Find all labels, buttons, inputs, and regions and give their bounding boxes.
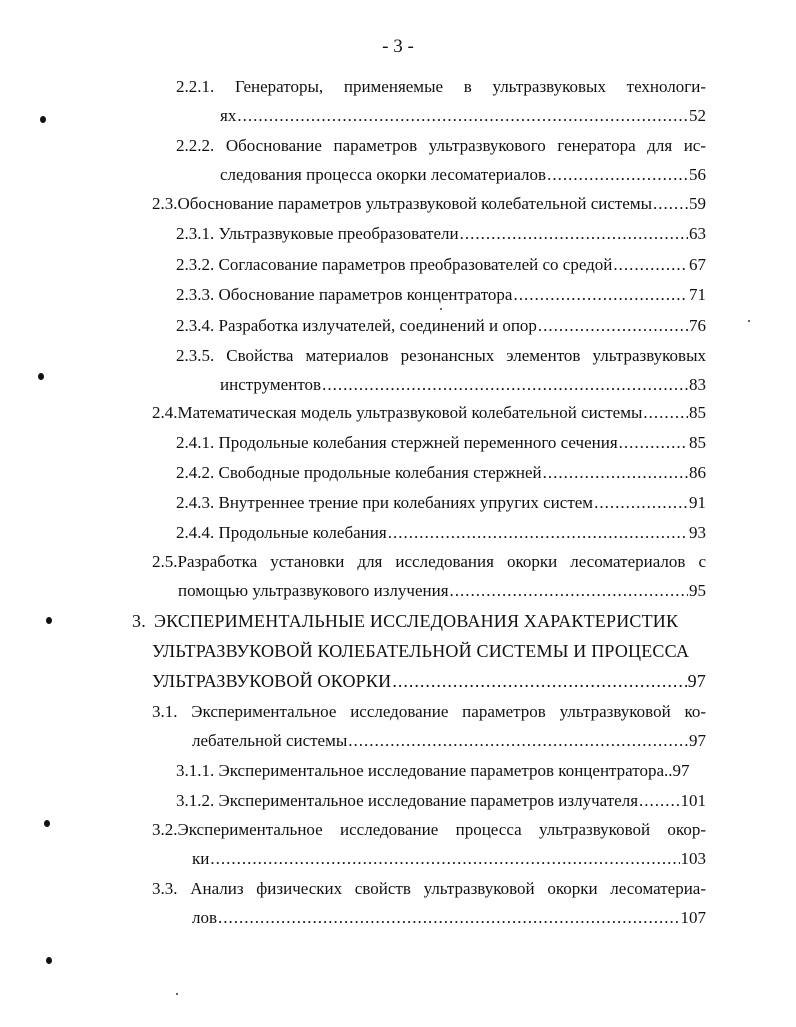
toc-title: Экспериментальное исследование параметров ультразвуковой ко- xyxy=(191,702,707,721)
toc-number: 2.3.3. xyxy=(176,285,215,304)
toc-line xyxy=(192,844,706,873)
toc-line xyxy=(152,697,706,726)
toc-number: 2.3.5. xyxy=(176,346,215,365)
toc-number: 2.4. xyxy=(152,403,178,422)
toc-line xyxy=(176,250,706,279)
toc-title: ях xyxy=(220,106,237,125)
toc-title: Обоснование параметров ультразвукового генератора для ис- xyxy=(225,136,707,155)
toc-line xyxy=(132,606,706,636)
toc-line xyxy=(176,280,706,309)
leader-dots: .. xyxy=(664,761,673,780)
toc-entry xyxy=(176,341,706,399)
toc-number: 2.3. xyxy=(152,194,178,213)
toc-number: 2.3.2. xyxy=(176,255,215,274)
leader-dots xyxy=(547,160,688,189)
leader-dots xyxy=(543,458,688,487)
toc-line xyxy=(176,786,706,815)
toc-page: 56 xyxy=(689,165,706,184)
toc-line xyxy=(176,518,706,547)
leader-dots xyxy=(392,666,686,696)
leader-dots xyxy=(513,280,688,309)
toc-title: Ультразвуковые преобразователи xyxy=(218,224,459,243)
toc-page: 83 xyxy=(689,375,706,394)
toc-entry xyxy=(176,280,706,309)
toc-line xyxy=(220,160,706,189)
toc-entry xyxy=(152,874,706,932)
toc-entry xyxy=(176,72,706,130)
toc-page: 59 xyxy=(689,194,706,213)
toc-line xyxy=(152,666,706,696)
toc-number: 2.2.1. xyxy=(176,77,215,96)
toc-number: 3.1.1. xyxy=(176,761,215,780)
toc-page: 97 xyxy=(687,671,706,691)
toc-entry xyxy=(176,786,706,815)
toc-title: помощью ультразвукового излучения xyxy=(178,581,449,600)
leader-dots xyxy=(322,370,688,399)
toc-page: 85 xyxy=(689,433,706,452)
binder-hole-mark xyxy=(44,820,50,827)
toc-line xyxy=(220,370,706,399)
toc-number: 2.4.4. xyxy=(176,523,215,542)
binder-hole-mark xyxy=(46,617,52,624)
toc-line xyxy=(192,903,706,932)
toc-page: 63 xyxy=(689,224,706,243)
toc-title: Анализ физических свойств ультразвуковой окорки лесоматериа- xyxy=(190,879,707,898)
toc-entry xyxy=(152,547,706,605)
toc-title: Продольные колебания стержней переменного сечения xyxy=(218,433,618,452)
leader-dots xyxy=(594,488,688,517)
toc-number: 3.1. xyxy=(152,702,178,721)
toc-page: 101 xyxy=(680,791,706,810)
toc-line xyxy=(152,547,706,576)
toc-number: 2.4.1. xyxy=(176,433,215,452)
toc-line xyxy=(152,398,706,427)
toc-number: 3. xyxy=(132,611,146,631)
toc-title: Продольные колебания xyxy=(218,523,387,542)
toc-number: 2.4.3. xyxy=(176,493,215,512)
toc-title: Обоснование параметров концентратора xyxy=(218,285,513,304)
toc-line xyxy=(152,636,706,666)
toc-line xyxy=(152,874,706,903)
toc-page: 71 xyxy=(689,285,706,304)
toc-entry xyxy=(176,219,706,248)
toc-title: Внутреннее трение при колебаниях упругих систем xyxy=(218,493,594,512)
toc-line xyxy=(192,726,706,755)
toc-page: 67 xyxy=(689,255,706,274)
toc-title: Согласование параметров преобразователей со средой xyxy=(218,255,613,274)
toc-chapter xyxy=(132,606,706,696)
scan-speck xyxy=(748,320,750,322)
binder-hole-mark xyxy=(38,373,44,380)
toc-number: 2.3.1. xyxy=(176,224,215,243)
leader-dots xyxy=(218,903,679,932)
toc-line xyxy=(176,72,706,101)
toc-entry xyxy=(176,518,706,547)
toc-entry xyxy=(176,756,706,785)
toc-title: Свойства материалов резонансных элементов ультразвуковых xyxy=(226,346,706,365)
leader-dots xyxy=(348,726,688,755)
toc-entry xyxy=(152,815,706,873)
toc-page: 103 xyxy=(680,849,706,868)
toc-page: 91 xyxy=(689,493,706,512)
leader-dots xyxy=(538,311,688,340)
toc-number: 2.3.4. xyxy=(176,316,215,335)
toc-line xyxy=(176,756,706,785)
toc-title: лов xyxy=(192,908,218,927)
toc-entry xyxy=(152,189,706,218)
toc-title: Генераторы, применяемые в ультразвуковых технологи- xyxy=(234,77,707,96)
leader-dots xyxy=(237,101,688,130)
leader-dots xyxy=(460,219,688,248)
toc-page: 76 xyxy=(689,316,706,335)
toc-entry xyxy=(176,250,706,279)
toc-page: 107 xyxy=(680,908,706,927)
toc-page: 85 xyxy=(689,403,706,422)
toc-entry xyxy=(176,428,706,457)
leader-dots xyxy=(653,189,688,218)
toc-line xyxy=(176,311,706,340)
toc-page: 86 xyxy=(689,463,706,482)
toc-page: 97 xyxy=(689,731,706,750)
toc-title: ЭКСПЕРИМЕНТАЛЬНЫЕ ИССЛЕДОВАНИЯ ХАРАКТЕРИСТИК xyxy=(154,611,679,631)
toc-number: 2.5. xyxy=(152,552,178,571)
toc-page: 97 xyxy=(672,761,690,780)
scan-speck xyxy=(440,308,442,310)
toc-line xyxy=(152,815,706,844)
binder-hole-mark xyxy=(40,116,46,123)
toc-entry xyxy=(176,488,706,517)
toc-entry xyxy=(152,697,706,755)
leader-dots xyxy=(613,250,688,279)
toc-line xyxy=(176,458,706,487)
toc-line xyxy=(176,428,706,457)
toc-title: Экспериментальное исследование параметров концентратора xyxy=(218,761,665,780)
scan-speck xyxy=(176,993,178,995)
toc-title: УЛЬТРАЗВУКОВОЙ ОКОРКИ xyxy=(152,671,392,691)
toc-number: 3.1.2. xyxy=(176,791,215,810)
toc-number: 3.3. xyxy=(152,879,178,898)
page-number: - 3 - xyxy=(382,36,414,57)
toc-title: инструментов xyxy=(220,375,322,394)
toc-number: 3.2. xyxy=(152,820,178,839)
toc-title: УЛЬТРАЗВУКОВОЙ КОЛЕБАТЕЛЬНОЙ СИСТЕМЫ И ПРОЦЕССА xyxy=(152,641,690,661)
leader-dots xyxy=(388,518,688,547)
toc-page: 93 xyxy=(689,523,706,542)
toc-entry xyxy=(176,131,706,189)
leader-dots xyxy=(619,428,688,457)
toc-line xyxy=(178,576,706,605)
leader-dots xyxy=(210,844,679,873)
toc-line xyxy=(220,101,706,130)
toc-entry xyxy=(176,458,706,487)
toc-line xyxy=(176,131,706,160)
toc-title: Математическая модель ультразвуковой колебательной системы xyxy=(177,403,643,422)
toc-entry xyxy=(152,398,706,427)
toc-title: Экспериментальное исследование параметров излучателя xyxy=(218,791,639,810)
toc-number: 2.4.2. xyxy=(176,463,215,482)
leader-dots xyxy=(639,786,679,815)
leader-dots xyxy=(643,398,688,427)
toc-line xyxy=(176,219,706,248)
toc-title: ки xyxy=(192,849,210,868)
toc-title: Обоснование параметров ультразвуковой колебательной системы xyxy=(177,194,653,213)
toc-page: 95 xyxy=(689,581,706,600)
toc-title: Экспериментальное исследование процесса ультразвуковой окор- xyxy=(177,820,706,839)
toc-page: 52 xyxy=(689,106,706,125)
leader-dots xyxy=(450,576,688,605)
toc-title: Разработка установки для исследования окорки лесоматериалов с xyxy=(177,552,706,571)
toc-title: Свободные продольные колебания стержней xyxy=(218,463,542,482)
toc-line xyxy=(176,488,706,517)
toc-title: Разработка излучателей, соединений и опор xyxy=(218,316,537,335)
toc-title: следования процесса окорки лесоматериалов xyxy=(220,165,547,184)
toc-line xyxy=(152,189,706,218)
toc-entry xyxy=(176,311,706,340)
toc-line xyxy=(176,341,706,370)
binder-hole-mark xyxy=(46,957,52,964)
toc-title: лебательной системы xyxy=(192,731,348,750)
toc-number: 2.2.2. xyxy=(176,136,215,155)
